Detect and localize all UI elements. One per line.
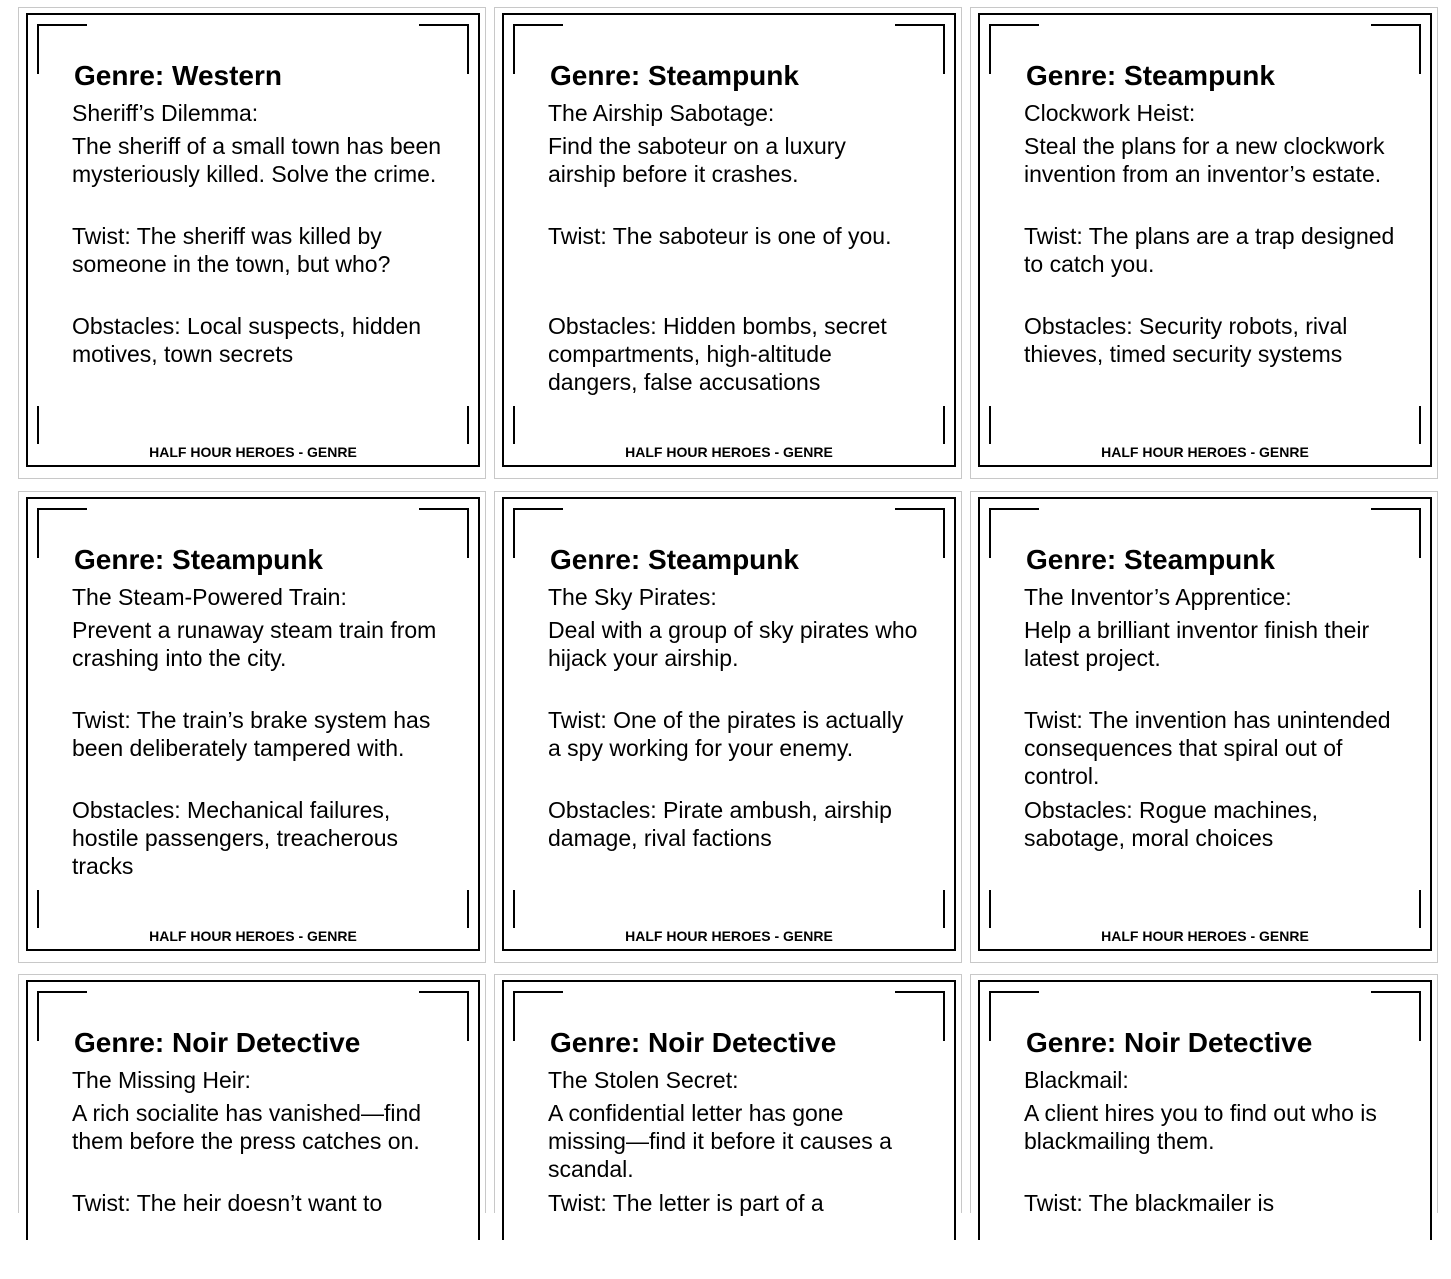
footer-label: HALF HOUR HEROES - GENRE (619, 444, 839, 460)
genre-card (494, 491, 962, 963)
genre-card (494, 7, 962, 479)
card-title: Clockwork Heist: (1024, 100, 1196, 126)
card-twist: Twist: The invention has unintended consequences that spiral out of control. (1024, 707, 1391, 789)
genre-card (18, 491, 486, 963)
card-genre: Genre: Steampunk (74, 544, 323, 575)
card-genre: Genre: Noir Detective (550, 1027, 837, 1058)
card-border (502, 497, 956, 951)
card-footer (28, 444, 478, 460)
card-genre: Genre: Steampunk (550, 60, 799, 91)
card-footer (980, 928, 1430, 944)
footer-label: HALF HOUR HEROES - GENRE (143, 444, 363, 460)
card-genre: Genre: Steampunk (1026, 544, 1275, 575)
card-genre: Genre: Noir Detective (74, 1027, 361, 1058)
card-content (1024, 1026, 1396, 1279)
card-content (1024, 543, 1396, 852)
card-footer (28, 928, 478, 944)
card-footer (504, 444, 954, 460)
card-description: Deal with a group of sky pirates who hijack your airship. (548, 617, 918, 671)
card-obstacles: Obstacles: Local suspects, hidden motives, town secrets (72, 313, 422, 367)
card-description: Help a brilliant inventor finish their latest project. (1024, 617, 1370, 671)
card-twist: Twist: One of the pirates is actually a spy working for your enemy. (548, 707, 904, 761)
card-obstacles: Obstacles: Security robots, rival thieves, timed security systems (1024, 313, 1348, 367)
card-twist: Twist: The saboteur is one of you. (548, 223, 892, 249)
card-title: The Steam-Powered Train: (72, 584, 347, 610)
card-description: Prevent a runaway steam train from crashing into the city. (72, 617, 437, 671)
footer-label: HALF HOUR HEROES - GENRE (1095, 444, 1315, 460)
card-content (1024, 59, 1396, 368)
card-twist: Twist: The heir doesn’t want to (72, 1190, 383, 1216)
card-content (548, 1026, 920, 1279)
card-description: Steal the plans for a new clockwork invention from an inventor’s estate. (1024, 133, 1385, 187)
card-title: The Missing Heir: (72, 1067, 251, 1093)
card-footer (980, 444, 1430, 460)
card-border (26, 13, 480, 467)
footer-label: HALF HOUR HEROES - GENRE (143, 928, 363, 944)
card-description: A rich socialite has vanished—find them before the press catches on. (72, 1100, 422, 1154)
card-border (978, 497, 1432, 951)
footer-label: HALF HOUR HEROES - GENRE (619, 928, 839, 944)
card-twist: Twist: The sheriff was killed by someone in the town, but who? (72, 223, 391, 277)
card-description: A client hires you to find out who is blackmailing them. (1024, 1100, 1377, 1154)
card-twist: Twist: The letter is part of a (548, 1190, 824, 1216)
card-twist: Twist: The blackmailer is (1024, 1190, 1275, 1216)
card-title: The Sky Pirates: (548, 584, 717, 610)
genre-card (970, 491, 1438, 963)
card-border (978, 980, 1432, 1240)
card-border (26, 497, 480, 951)
card-genre: Genre: Steampunk (1026, 60, 1275, 91)
card-twist: Twist: The plans are a trap designed to catch you. (1024, 223, 1395, 277)
card-border (502, 13, 956, 467)
card-border (978, 13, 1432, 467)
card-description: A confidential letter has gone missing—find it before it causes a scandal. (548, 1100, 892, 1182)
genre-card (494, 974, 962, 1216)
card-footer (504, 928, 954, 944)
card-content (72, 59, 444, 368)
card-title: The Airship Sabotage: (548, 100, 775, 126)
card-content (548, 543, 920, 852)
card-obstacles: Obstacles: Pirate ambush, airship damage, rival factions (548, 797, 892, 851)
card-genre: Genre: Noir Detective (1026, 1027, 1313, 1058)
card-border (502, 980, 956, 1240)
card-title: Sheriff’s Dilemma: (72, 100, 259, 126)
footer-label: HALF HOUR HEROES - GENRE (1095, 928, 1315, 944)
card-border (26, 980, 480, 1240)
card-twist: Twist: The train’s brake system has been deliberately tampered with. (72, 707, 431, 761)
genre-card (18, 974, 486, 1216)
card-obstacles: Obstacles: Hidden bombs, secret compartments, high-altitude dangers, false accusations (548, 313, 887, 395)
card-obstacles: Obstacles: Rogue machines, sabotage, moral choices (1024, 797, 1319, 851)
card-title: The Stolen Secret: (548, 1067, 739, 1093)
card-content (72, 1026, 444, 1279)
card-title: Blackmail: (1024, 1067, 1129, 1093)
card-content (72, 543, 444, 880)
card-title: The Inventor’s Apprentice: (1024, 584, 1292, 610)
card-genre: Genre: Western (74, 60, 282, 91)
genre-card (970, 974, 1438, 1216)
genre-card (18, 7, 486, 479)
card-obstacles: Obstacles: Mechanical failures, hostile passengers, treacherous tracks (72, 797, 399, 879)
genre-card (970, 7, 1438, 479)
card-genre: Genre: Steampunk (550, 544, 799, 575)
card-description: The sheriff of a small town has been mysteriously killed. Solve the crime. (72, 133, 442, 187)
card-description: Find the saboteur on a luxury airship before it crashes. (548, 133, 846, 187)
card-content (548, 59, 920, 396)
